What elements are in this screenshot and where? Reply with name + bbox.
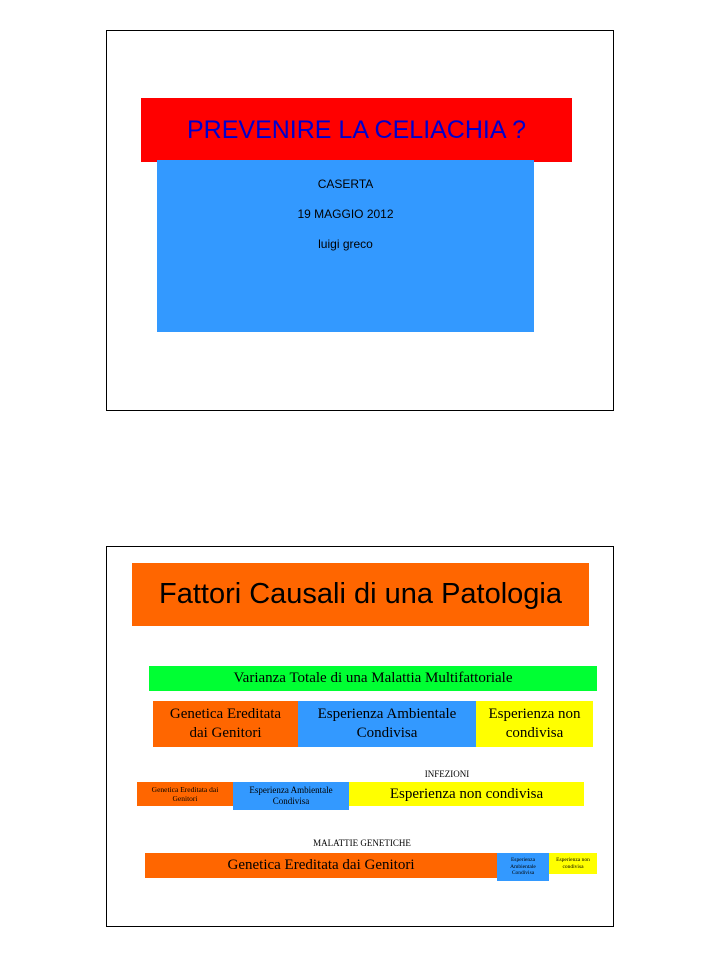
- slide-1-title: PREVENIRE LA CELIACHIA ?: [186, 115, 527, 144]
- slide-2-title: Fattori Causali di una Patologia: [158, 578, 562, 610]
- infections-genetic-label: Genetica Ereditata dai Genitori: [151, 785, 219, 803]
- genetic-diseases-shared-env-label: Esperienza Ambientale Condivisa: [510, 856, 536, 877]
- genetic-diseases-nonshared-label: Esperienza non condivisa: [556, 856, 590, 870]
- slide-1-title-box: [141, 98, 572, 162]
- infections-nonshared-label: Esperienza non condivisa: [389, 785, 544, 802]
- infections-genetic-segment: [137, 782, 233, 806]
- row1-genetic-label: Genetica Ereditata dai Genitori: [169, 705, 282, 741]
- row1-nonshared-segment: [476, 701, 593, 747]
- genetic-diseases-genetic-label: Genetica Ereditata dai Genitori: [227, 857, 415, 873]
- row1-genetic-segment: [153, 701, 298, 747]
- row1-shared-env-label: Esperienza Ambientale Condivisa: [317, 705, 457, 741]
- infections-shared-env-label: Esperienza Ambientale Condivisa: [249, 785, 333, 806]
- infections-shared-env-segment: [233, 782, 349, 810]
- infections-nonshared-segment: [349, 782, 584, 806]
- genetic-diseases-nonshared-segment: [549, 853, 597, 874]
- slide-2: [106, 546, 614, 927]
- total-variance-label: Varianza Totale di una Malattia Multifattoriale: [233, 670, 513, 686]
- genetic-diseases-shared-env-segment: [497, 853, 549, 881]
- slide-1-subtitle-box: [157, 160, 534, 332]
- slide-1-date: 19 MAGGIO 2012: [297, 207, 394, 221]
- row1-nonshared-label: Esperienza non condivisa: [488, 705, 581, 741]
- slide-2-title-box: [132, 563, 589, 626]
- slide-1-author: luigi greco: [318, 237, 373, 251]
- total-variance-bar: [149, 666, 597, 691]
- genetic-diseases-label: MALATTIE GENETICHE: [313, 838, 411, 848]
- genetic-diseases-genetic-segment: [145, 853, 497, 878]
- slide-1-city: CASERTA: [317, 177, 374, 191]
- row1-shared-env-segment: [298, 701, 476, 747]
- slide-1: [106, 30, 614, 411]
- infections-label: INFEZIONI: [424, 769, 470, 779]
